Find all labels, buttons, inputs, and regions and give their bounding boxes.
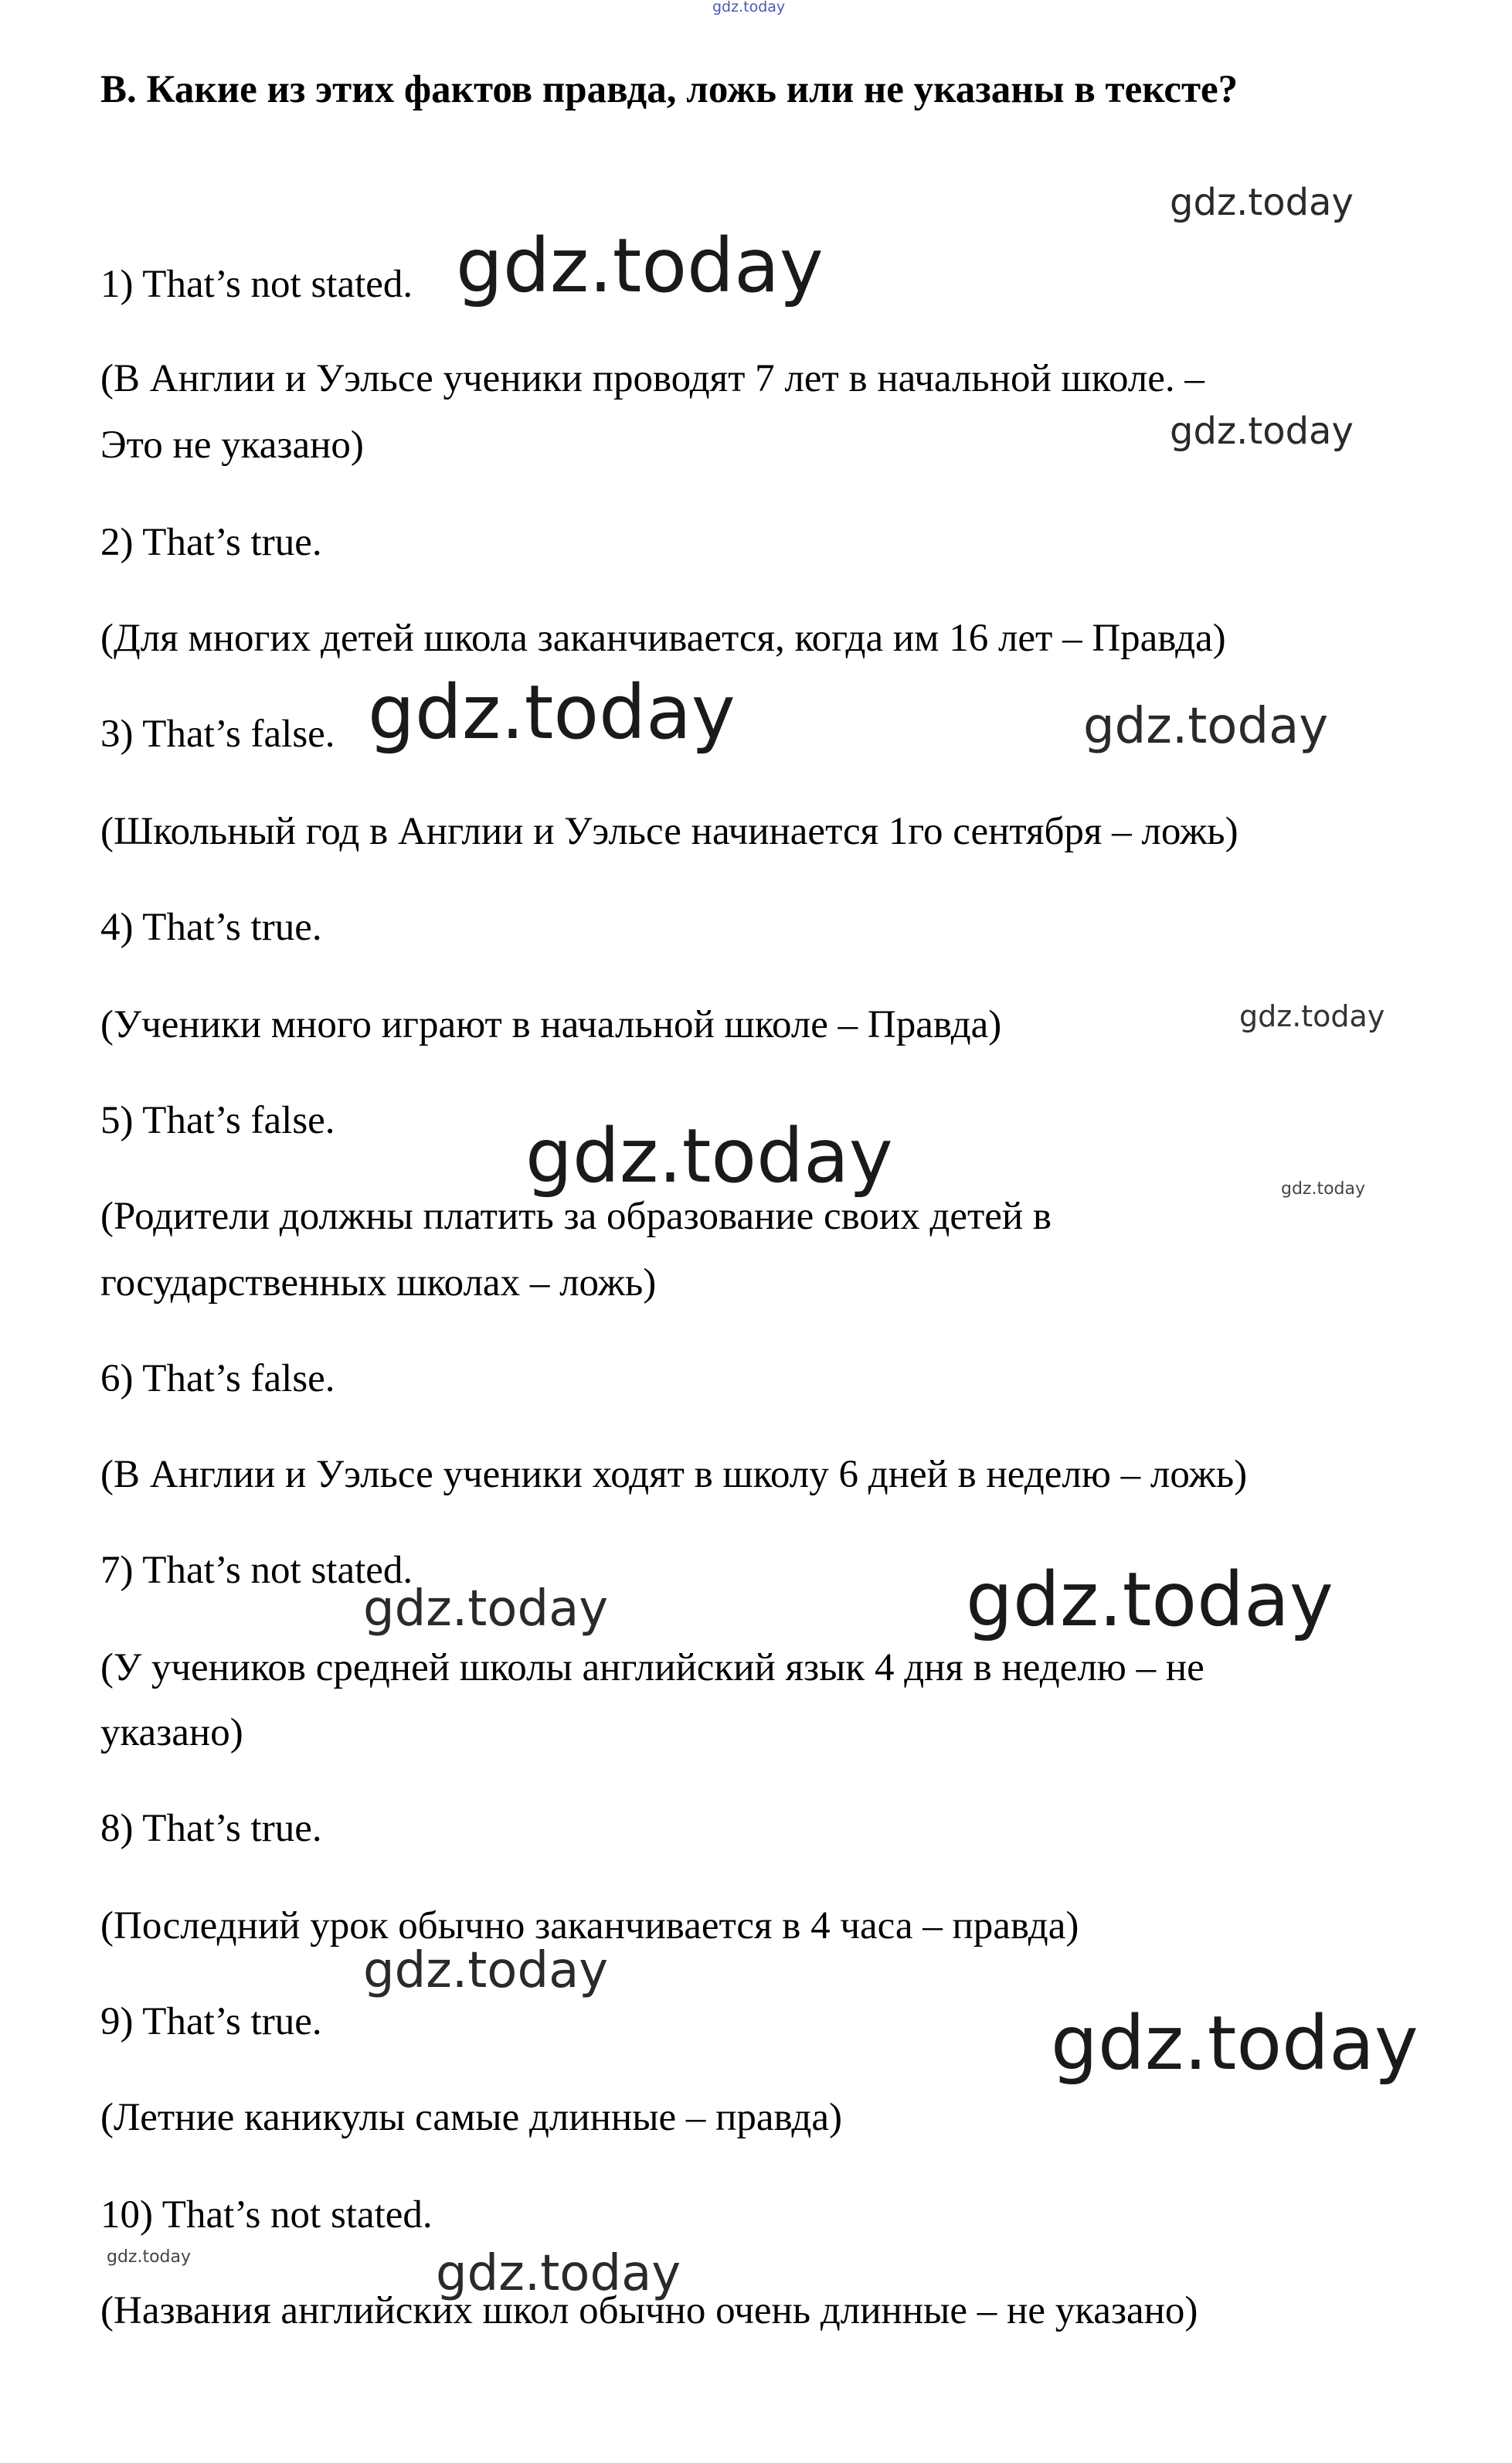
watermark: gdz.today [1170,410,1354,453]
answer-5: 5) That’s false. [100,1099,335,1142]
answer-10: 10) That’s not stated. [100,2193,433,2237]
explanation-1-line-1: (В Англии и Уэльсе ученики проводят 7 лет в начальной школе. – [100,357,1205,400]
watermark: gdz.today [368,669,736,756]
explanation-5-line-2: государственных школах – ложь) [100,1261,657,1305]
answer-6: 6) That’s false. [100,1357,335,1400]
watermark: gdz.today [1051,2000,1419,2087]
task-heading: B. Какие из этих фактов правда, ложь или не указаны в тексте? [100,68,1238,111]
answer-9: 9) That’s true. [100,2000,322,2043]
watermark: gdz.today [363,1580,609,1638]
watermark: gdz.today [1239,999,1385,1033]
watermark: gdz.today [1170,181,1354,224]
explanation-8: (Последний урок обычно заканчивается в 4 часа – правда) [100,1904,1079,1948]
watermark: gdz.today [712,0,786,15]
watermark: gdz.today [107,2247,192,2267]
explanation-5-line-1: (Родители должны платить за образование своих детей в [100,1195,1052,1238]
explanation-2: (Для многих детей школа заканчивается, когда им 16 лет – Правда) [100,617,1226,660]
answer-3: 3) That’s false. [100,713,335,756]
explanation-10: (Названия английских школ обычно очень длинные – не указано) [100,2289,1198,2332]
answer-1: 1) That’s not stated. [100,263,413,306]
watermark: gdz.today [966,1556,1334,1643]
answer-8: 8) That’s true. [100,1807,322,1850]
watermark: gdz.today [456,223,824,309]
watermark: gdz.today [1281,1179,1366,1199]
explanation-4: (Ученики много играют в начальной школе – Правда) [100,1003,1002,1046]
explanation-7-line-1: (У учеников средней школы английский язык 4 дня в неделю – не [100,1646,1205,1689]
explanation-1-line-2: Это не указано) [100,424,364,467]
explanation-9: (Летние каникулы самые длинные – правда) [100,2096,842,2139]
explanation-3: (Школьный год в Англии и Уэльсе начинается 1го сентября – ложь) [100,810,1238,853]
explanation-7-line-2: указано) [100,1711,243,1754]
answer-4: 4) That’s true. [100,906,322,949]
answer-2: 2) That’s true. [100,521,322,564]
explanation-6: (В Англии и Уэльсе ученики ходят в школу 6 дней в неделю – ложь) [100,1453,1248,1496]
answer-7: 7) That’s not stated. [100,1549,413,1592]
watermark: gdz.today [1083,698,1329,755]
watermark: gdz.today [436,2245,681,2302]
watermark: gdz.today [525,1113,893,1199]
watermark: gdz.today [363,1942,609,1999]
